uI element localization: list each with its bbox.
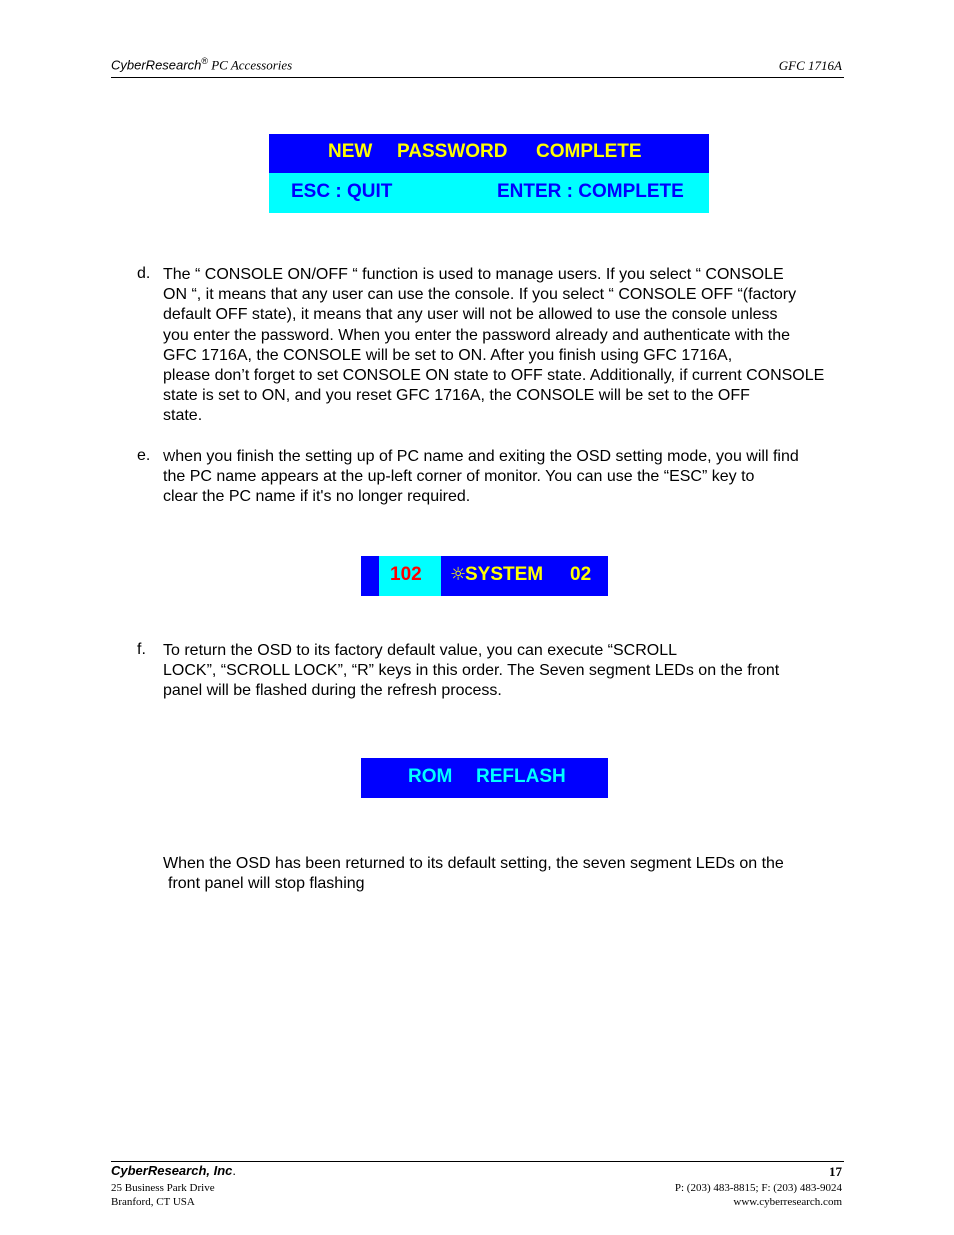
header-title <box>111 56 292 73</box>
osd-word-complete: COMPLETE <box>536 141 642 162</box>
item-e-text <box>163 447 863 508</box>
osd-system-number: 102 <box>390 564 422 585</box>
footer-company <box>111 1163 236 1178</box>
item-f-line: LOCK”, “SCROLL LOCK”, “R” keys in this order. The Seven segment LEDs on the front <box>163 662 780 680</box>
footer-website[interactable]: www.cyberresearch.com <box>733 1196 842 1208</box>
footer-page-number: 17 <box>829 1164 842 1179</box>
item-e-line-rest: hen you finish the setting up of PC name and exiting the OSD setting mode, you will find <box>175 448 799 465</box>
item-d-text <box>163 265 893 427</box>
item-d-line: state. <box>163 407 203 425</box>
registered-mark: ® <box>201 56 208 66</box>
item-e-line: the PC name appears at the up-left corner of monitor. You can use the “ESC” key to <box>163 468 755 486</box>
osd-password-hint-bar <box>269 173 709 213</box>
item-d-line: default OFF state), it means that any user will not be allowed to use the console unless <box>163 306 778 324</box>
osd-rom-reflash-bar <box>361 758 608 798</box>
item-d-line: you enter the password. When you enter the password already and authenticate with the <box>163 326 791 344</box>
item-d-line: The “ CONSOLE ON/OFF “ function is used to manage users. If you select “ CONSOLE <box>163 266 784 283</box>
footer-phone: P: (203) 483-8815; F: (203) 483-9024 <box>674 1182 842 1194</box>
item-e-first-letter: W <box>163 449 176 464</box>
footer-address-line2: Branford, CT USA <box>111 1196 195 1208</box>
footer-company-name: CyberResearch, Inc <box>111 1163 233 1178</box>
osd-system-label: SYSTEM <box>465 564 544 585</box>
osd-enter-complete-label: ENTER : COMPLETE <box>497 181 684 202</box>
item-f-marker: f. <box>137 641 146 658</box>
item-d-marker: d. <box>137 265 151 282</box>
closing-text <box>163 854 863 894</box>
item-d-line: GFC 1716A, the CONSOLE will be set to ON. After you finish using GFC 1716A, <box>163 346 733 364</box>
header-brand: CyberResearch <box>111 57 202 73</box>
closing-line: When the OSD has been returned to its default setting, the seven segment LEDs on the <box>163 855 784 872</box>
osd-system-value: 02 <box>570 564 592 585</box>
osd-password-title-bar <box>269 134 709 173</box>
item-f-line: panel will be flashed during the refresh process. <box>163 682 502 700</box>
osd-system-bar <box>361 556 608 596</box>
item-e-line <box>163 447 858 467</box>
footer-divider <box>111 1161 844 1162</box>
item-e-marker: e. <box>137 447 151 464</box>
item-e-line: clear the PC name if it's no longer required. <box>163 488 471 506</box>
footer-address-line1: 25 Business Park Drive <box>111 1182 215 1194</box>
header-brand-suffix: PC Accessories <box>207 57 293 73</box>
sun-icon: ☼ <box>450 564 467 585</box>
item-d-line: please don’t forget to set CONSOLE ON state to OFF state. Additionally, if current CONSOLE <box>163 367 825 385</box>
item-f-line: To return the OSD to its factory default value, you can execute “SCROLL <box>163 642 678 659</box>
osd-word-new: NEW <box>328 141 373 162</box>
footer-company-dot: . <box>232 1163 237 1178</box>
osd-rom-label: ROM <box>408 766 453 787</box>
header-model: GFC 1716A <box>778 58 842 73</box>
item-d-line: state is set to ON, and you reset GFC 1716A, the CONSOLE will be set to the OFF <box>163 387 750 405</box>
item-d-line: ON “, it means that any user can use the console. If you select “ CONSOLE OFF “(factory <box>163 286 797 304</box>
header-divider <box>111 77 844 78</box>
osd-word-password: PASSWORD <box>397 141 508 162</box>
osd-esc-quit-label: ESC : QUIT <box>291 181 393 202</box>
osd-reflash-label: REFLASH <box>476 766 566 787</box>
closing-line: front panel will stop flashing <box>168 875 365 893</box>
item-f-text <box>163 641 863 702</box>
